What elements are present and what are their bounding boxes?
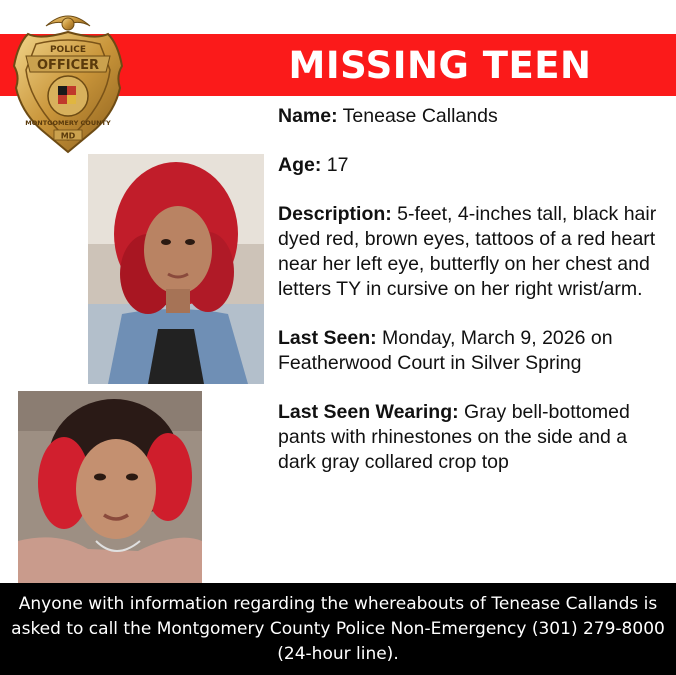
police-badge-icon (6, 4, 130, 154)
wearing-label: Last Seen Wearing: (278, 401, 459, 423)
last-seen-label: Last Seen: (278, 327, 377, 349)
page-title: MISSING TEEN (288, 43, 592, 87)
details-panel (278, 104, 670, 499)
contact-footer (0, 583, 676, 675)
badge-bottom-text: MONTGOMERY COUNTY (25, 119, 111, 127)
description-label: Description: (278, 203, 392, 225)
last-seen-value: Monday, March 9, 2026 on Featherwood Court in Silver Spring (278, 327, 613, 374)
photo-2 (18, 391, 202, 583)
name-field (278, 104, 670, 129)
description-value: 5-feet, 4-inches tall, black hair dyed red, brown eyes, tattoos of a red heart near her left eye, butterfly on her chest and letters TY in cursive on her right wrist/arm. (278, 203, 657, 300)
age-value: 17 (321, 154, 349, 176)
description-field (278, 202, 670, 302)
badge-state-text: MD (60, 131, 76, 141)
age-field (278, 153, 670, 178)
contact-text: Anyone with information regarding the whereabouts of Tenease Callands is asked to call the Montgomery County Police Non-Emergency (301) 279-8000 (24-hour line). (11, 593, 665, 664)
photo-1 (88, 154, 264, 384)
badge-top-text: POLICE (49, 45, 87, 55)
age-label: Age: (278, 154, 322, 176)
name-label: Name: (278, 105, 338, 127)
wearing-value: Gray bell-bottomed pants with rhinestones on the side and a dark gray collared crop top (278, 401, 630, 473)
wearing-field (278, 400, 670, 475)
badge-ribbon-text: OFFICER (36, 58, 100, 73)
name-value: Tenease Callands (337, 105, 498, 127)
last-seen-field (278, 326, 670, 376)
